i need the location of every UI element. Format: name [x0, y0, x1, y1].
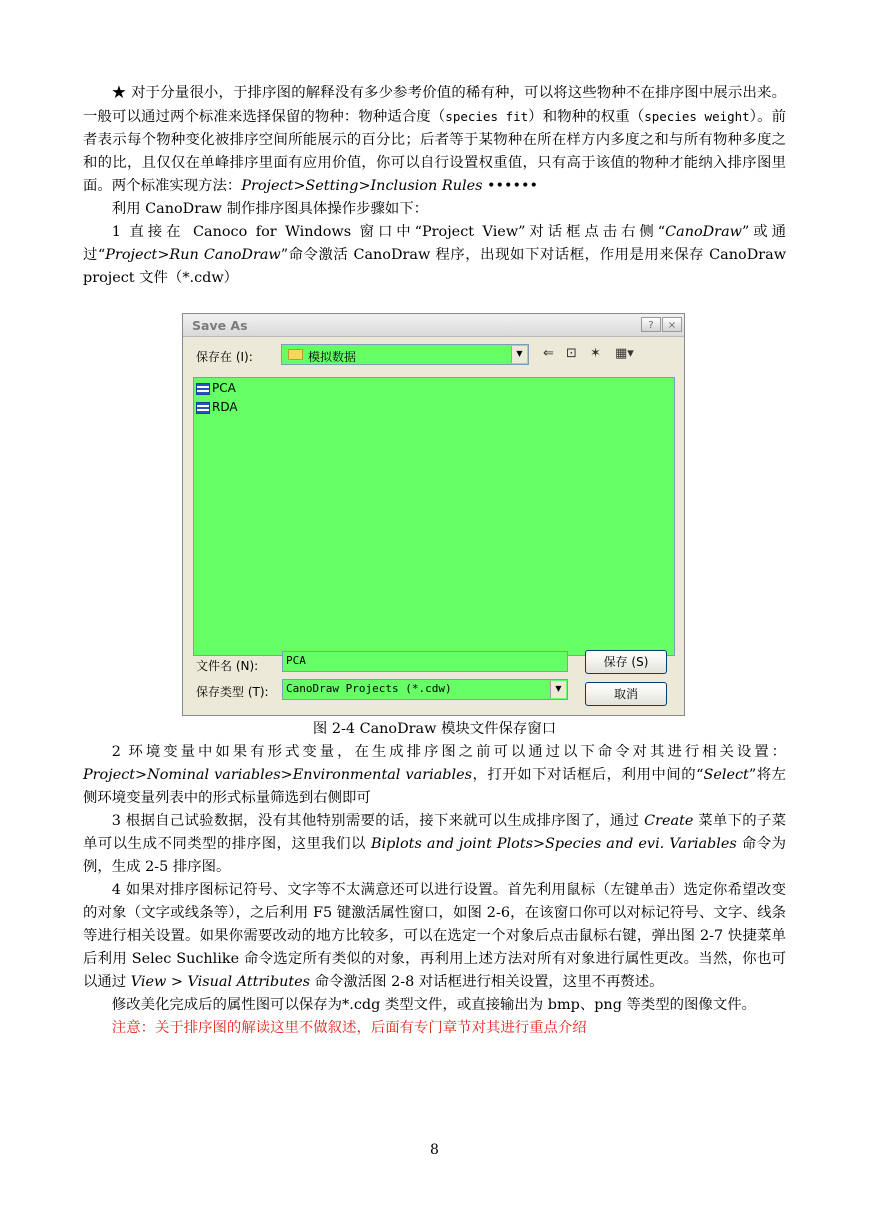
top-text-block [83, 82, 786, 290]
paragraph-step-1: 1 直接在 Canoco for Windows 窗口中“Project View”对话框点击右侧“CanoDraw”或通过“Project>Run CanoDraw”命令激活 CanoDraw 程序，出现如下对话框，作用是用来保存 CanoDraw project 文件（*.cdw） [83, 224, 787, 286]
up-folder-icon[interactable]: ⊡ [566, 346, 577, 361]
save-in-value: 模拟数据 [308, 350, 357, 364]
folder-icon [288, 349, 303, 360]
save-in-combo[interactable] [281, 344, 529, 365]
filename-label: 文件名 (N): [196, 659, 259, 673]
paragraph-steps-intro: 利用 CanoDraw 制作排序图具体操作步骤如下： [111, 201, 429, 217]
page-number: 8 [430, 1142, 439, 1158]
list-item[interactable]: PCA [196, 381, 236, 395]
dialog-title: Save As [192, 318, 248, 333]
note-text: 注意：关于排序图的解读这里不做叙述，后面有专门章节对其进行重点介绍 [111, 1020, 587, 1036]
project-file-icon [196, 402, 210, 414]
new-folder-icon[interactable]: ✶ [590, 346, 601, 361]
filetype-select[interactable]: CanoDraw Projects (*.cdw) ▼ [282, 679, 568, 700]
paragraph-step-4: 4 如果对排序图标记符号、文字等不太满意还可以进行设置。首先利用鼠标（左键单击）选定你希望改变的对象（文字或线条等），之后利用 F5 键激活属性窗口，如图 2-6，在该窗口你可以对标记符号、文字、线条等进行相关设置。如果你需要改动的地方比较多，可以在选定一个对象后点击鼠标右键，弹出图 2-7 快捷菜单后利用 Selec Suchlike 命令选定所有类似的对象，再利用上述方法对所有对象进行属性更改。当然，你也可以通过 View > Visual Attributes 命令激活图 2-8 对话框进行相关设置，这里不再赘述。 [83, 882, 786, 990]
close-icon[interactable]: × [662, 317, 682, 332]
dialog-titlebar [183, 314, 684, 337]
bottom-text-block [83, 718, 786, 1040]
paragraph-rare-species: ★ 对于分量很小，于排序图的解释没有多少参考价值的稀有种，可以将这些物种不在排序图中展示出来。一般可以通过两个标准来选择保留的物种：物种适合度（species fit）和物种的权重（species weight）。前者表示每个物种变化被排序空间所能展示的百分比；后者等于某物种在所在样方内多度之和与所有物种多度之和的比，且仅仅在单峰排序里面有应用价值，你可以自行设置权重值，只有高于该值的物种才能纳入排序图里面。两个标准实现方法：Project>Setting>Inclusion Rules •••••• [83, 85, 786, 194]
save-button[interactable]: 保存 (S) [585, 650, 667, 674]
save-in-label: 保存在 (I): [196, 350, 253, 364]
paragraph-step-3: 3 根据自己试验数据，没有其他特别需要的话，接下来就可以生成排序图了，通过 Create 菜单下的子菜单可以生成不同类型的排序图，这里我们以 Biplots and joint Plots>Species and evi. Variables 命令为例，生成 2-5 排序图。 [83, 813, 786, 875]
paragraph-save-output: 修改美化完成后的属性图可以保存为*.cdg 类型文件，或直接输出为 bmp、png 等类型的图像文件。 [111, 997, 756, 1013]
paragraph-step-2: 2 环境变量中如果有形式变量，在生成排序图之前可以通过以下命令对其进行相关设置：Project>Nominal variables>Environmental variables，打开如下对话框后，利用中间的“Select”将左侧环境变量列表中的形式标量筛选到右侧即可 [83, 744, 787, 806]
filename-field[interactable]: PCA [282, 651, 568, 672]
figure-caption: 图 2-4 CanoDraw 模块文件保存窗口 [312, 721, 557, 737]
chevron-down-icon[interactable]: ▼ [511, 346, 527, 363]
list-item[interactable]: RDA [196, 400, 238, 414]
filetype-label: 保存类型 (T): [196, 685, 269, 699]
view-menu-icon[interactable]: ▦▾ [615, 346, 634, 361]
chevron-down-icon[interactable]: ▼ [550, 681, 566, 698]
project-file-icon [196, 383, 210, 395]
back-arrow-icon[interactable]: ⇐ [543, 346, 554, 361]
help-icon[interactable]: ? [641, 317, 661, 332]
file-list[interactable] [193, 377, 675, 656]
cancel-button[interactable]: 取消 [585, 682, 667, 706]
save-as-dialog [182, 313, 685, 716]
